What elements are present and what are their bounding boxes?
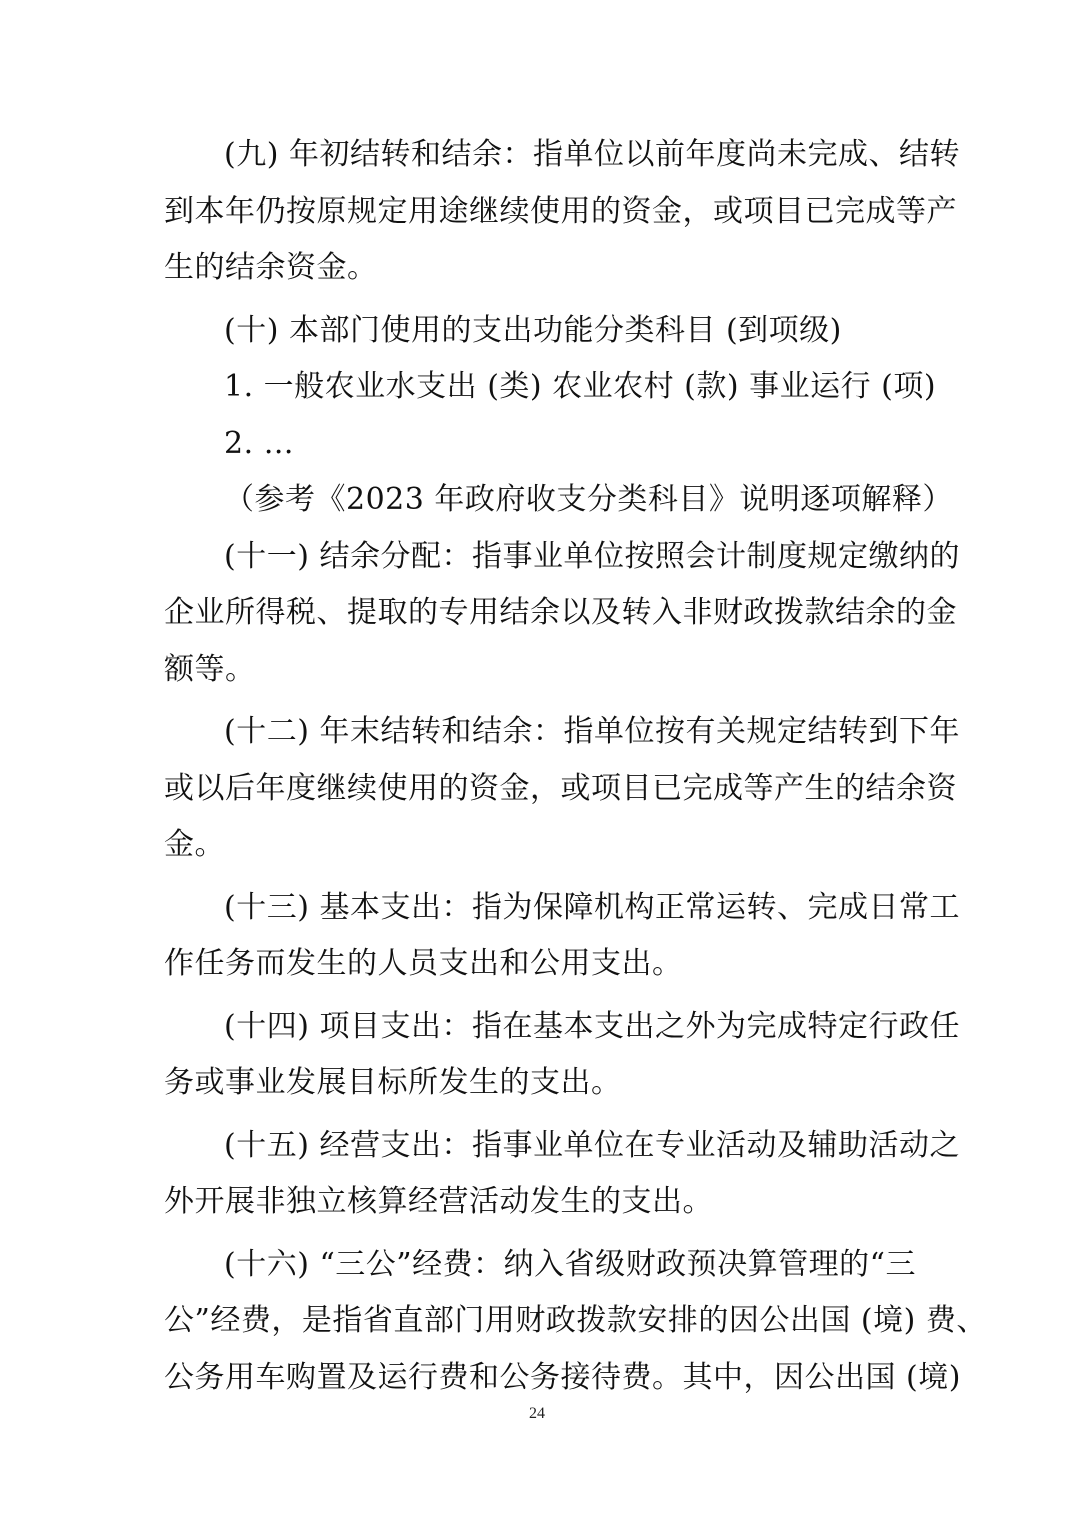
para-10-expenditure-classification	[164, 303, 912, 360]
list-item: 2. …	[224, 425, 295, 461]
paragraph-line: 作任务而发生的人员支出和公用支出。	[164, 946, 683, 981]
paragraph-line: (十) 本部门使用的支出功能分类科目 (到项级)	[224, 312, 842, 348]
paragraph-line: 额等。	[164, 651, 256, 687]
para-12-closing-balance	[164, 704, 960, 874]
page-number: 24	[529, 1405, 545, 1422]
paragraph-line: 外开展非独立核算经营活动发生的支出。	[164, 1184, 713, 1219]
paragraph-line: 务或事业发展目标所发生的支出。	[164, 1065, 622, 1100]
paragraph-line: 企业所得税、提取的专用结余以及转入非财政拨款结余的金	[164, 595, 957, 630]
paragraph-line: 或以后年度继续使用的资金，或项目已完成等产生的结余资	[164, 770, 957, 806]
para-16-three-public-expenses	[164, 1237, 987, 1407]
para-14-project-expenditure	[164, 999, 960, 1112]
para-9-opening-balance	[164, 127, 960, 297]
para-10-item-2	[164, 416, 912, 473]
paragraph-line: 生的结余资金。	[164, 250, 378, 285]
paragraph-line: 到本年仍按原规定用途继续使用的资金，或项目已完成等产	[164, 193, 957, 229]
paragraph-line: (十六) “三公”经费：纳入省级财政预决算管理的“三	[224, 1246, 916, 1282]
paragraph-line: (十三) 基本支出：指为保障机构正常运转、完成日常工	[224, 889, 960, 925]
paragraph-line: 公”经费，是指省直部门用财政拨款安排的因公出国 (境) 费、	[164, 1303, 987, 1338]
paragraph-line: (十四) 项目支出：指在基本支出之外为完成特定行政任	[224, 1008, 960, 1044]
para-10-reference-note	[164, 472, 953, 529]
para-10-item-1	[164, 359, 937, 416]
reference-note: （参考《2023 年政府收支分类科目》说明逐项解释）	[224, 482, 953, 517]
paragraph-line: (十五) 经营支出：指事业单位在专业活动及辅助活动之	[224, 1127, 960, 1163]
paragraph-line: (十二) 年末结转和结余：指单位按有关规定结转到下年	[224, 714, 960, 749]
paragraph-line: 金。	[164, 827, 225, 862]
para-11-surplus-distribution	[164, 529, 960, 699]
para-13-basic-expenditure	[164, 880, 960, 993]
paragraph-line: (九) 年初结转和结余：指单位以前年度尚未完成、结转	[224, 137, 960, 172]
paragraph-line: 公务用车购置及运行费和公务接待费。其中，因公出国 (境)	[164, 1359, 961, 1395]
paragraph-line: (十一) 结余分配：指事业单位按照会计制度规定缴纳的	[224, 538, 960, 574]
list-item: 1. 一般农业水支出 (类) 农业农村 (款) 事业运行 (项)	[224, 369, 937, 404]
para-15-operating-expenditure	[164, 1118, 960, 1231]
page-body	[164, 127, 987, 1406]
